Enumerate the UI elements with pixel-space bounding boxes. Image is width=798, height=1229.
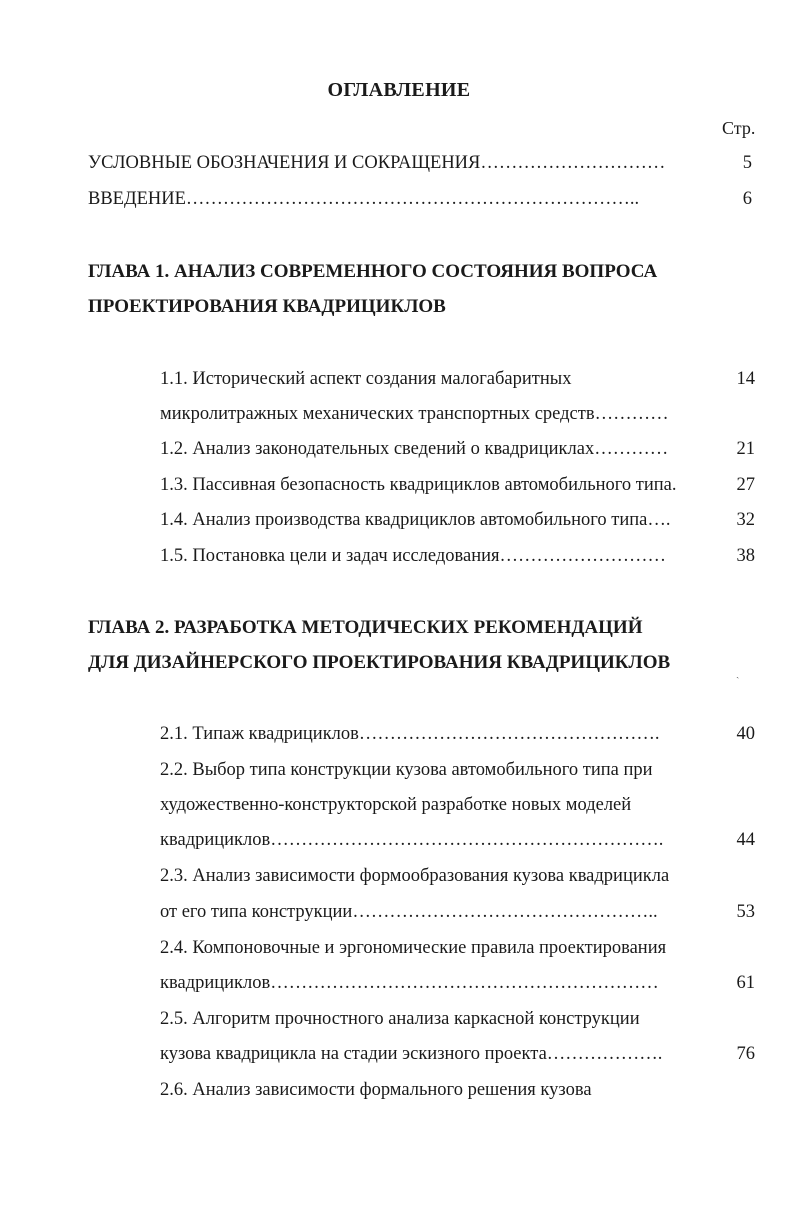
toc-page-number: 32 (736, 510, 755, 530)
section-1-4: 1.4. Анализ производства квадрициклов автомобильного типа…. (160, 510, 671, 530)
section-1-2: 1.2. Анализ законодательных сведений о квадрициклах………… (160, 439, 669, 459)
section-1-1-line1: 1.1. Исторический аспект создания малогабаритных (160, 369, 572, 389)
section-1-3: 1.3. Пассивная безопасность квадрициклов автомобильного типа. (160, 475, 677, 495)
toc-page-number: 14 (736, 369, 755, 389)
toc-page-number: 76 (736, 1044, 755, 1064)
page-column-header: Стр. (722, 118, 756, 138)
scan-mark: ˎ (736, 668, 740, 679)
chapter-1-title-line1: ГЛАВА 1. АНАЛИЗ СОВРЕМЕННОГО СОСТОЯНИЯ ВОПРОСА (88, 261, 658, 282)
section-2-3-line2: от его типа конструкции………………………………………….. (160, 902, 658, 922)
chapter-2-title-line2: ДЛЯ ДИЗАЙНЕРСКОГО ПРОЕКТИРОВАНИЯ КВАДРИЦИКЛОВ (88, 652, 671, 673)
toc-page-number: 38 (736, 546, 755, 566)
toc-page-number: 40 (736, 724, 755, 744)
section-2-2-line2: художественно-конструкторской разработке новых моделей (160, 795, 632, 815)
section-2-2-line3: квадрициклов………………………………………………………. (160, 830, 664, 850)
section-2-6-line1: 2.6. Анализ зависимости формального решения кузова (160, 1080, 592, 1100)
section-1-1-line2: микролитражных механических транспортных средств………… (160, 404, 669, 424)
section-2-1: 2.1. Типаж квадрициклов…………………………………………. (160, 724, 660, 744)
chapter-1-title-line2: ПРОЕКТИРОВАНИЯ КВАДРИЦИКЛОВ (88, 296, 446, 317)
toc-page-number: 27 (736, 475, 755, 495)
section-2-5-line2: кузова квадрицикла на стадии эскизного проекта………………. (160, 1044, 663, 1064)
section-2-3-line1: 2.3. Анализ зависимости формообразования кузова квадрицикла (160, 866, 670, 886)
section-2-4-line1: 2.4. Компоновочные и эргономические правила проектирования (160, 938, 667, 958)
chapter-2-title-line1: ГЛАВА 2. РАЗРАБОТКА МЕТОДИЧЕСКИХ РЕКОМЕНДАЦИЙ (88, 617, 643, 638)
toc-title: ОГЛАВЛЕНИЕ (327, 79, 471, 101)
section-2-2-line1: 2.2. Выбор типа конструкции кузова автомобильного типа при (160, 760, 653, 780)
toc-entry-abbreviations: УСЛОВНЫЕ ОБОЗНАЧЕНИЯ И СОКРАЩЕНИЯ………………………… (88, 153, 666, 173)
toc-page-number: 6 (742, 189, 752, 209)
toc-page-number: 5 (742, 153, 752, 173)
toc-page-number: 53 (736, 902, 755, 922)
section-2-5-line1: 2.5. Алгоритм прочностного анализа каркасной конструкции (160, 1009, 640, 1029)
section-1-5: 1.5. Постановка цели и задач исследования……………………… (160, 546, 667, 566)
toc-page-number: 61 (736, 973, 755, 993)
toc-page-number: 21 (736, 439, 755, 459)
toc-page-number: 44 (736, 830, 755, 850)
toc-entry-introduction: ВВЕДЕНИЕ……………………………………………………………….. (88, 189, 640, 209)
section-2-4-line2: квадрициклов……………………………………………………… (160, 973, 659, 993)
